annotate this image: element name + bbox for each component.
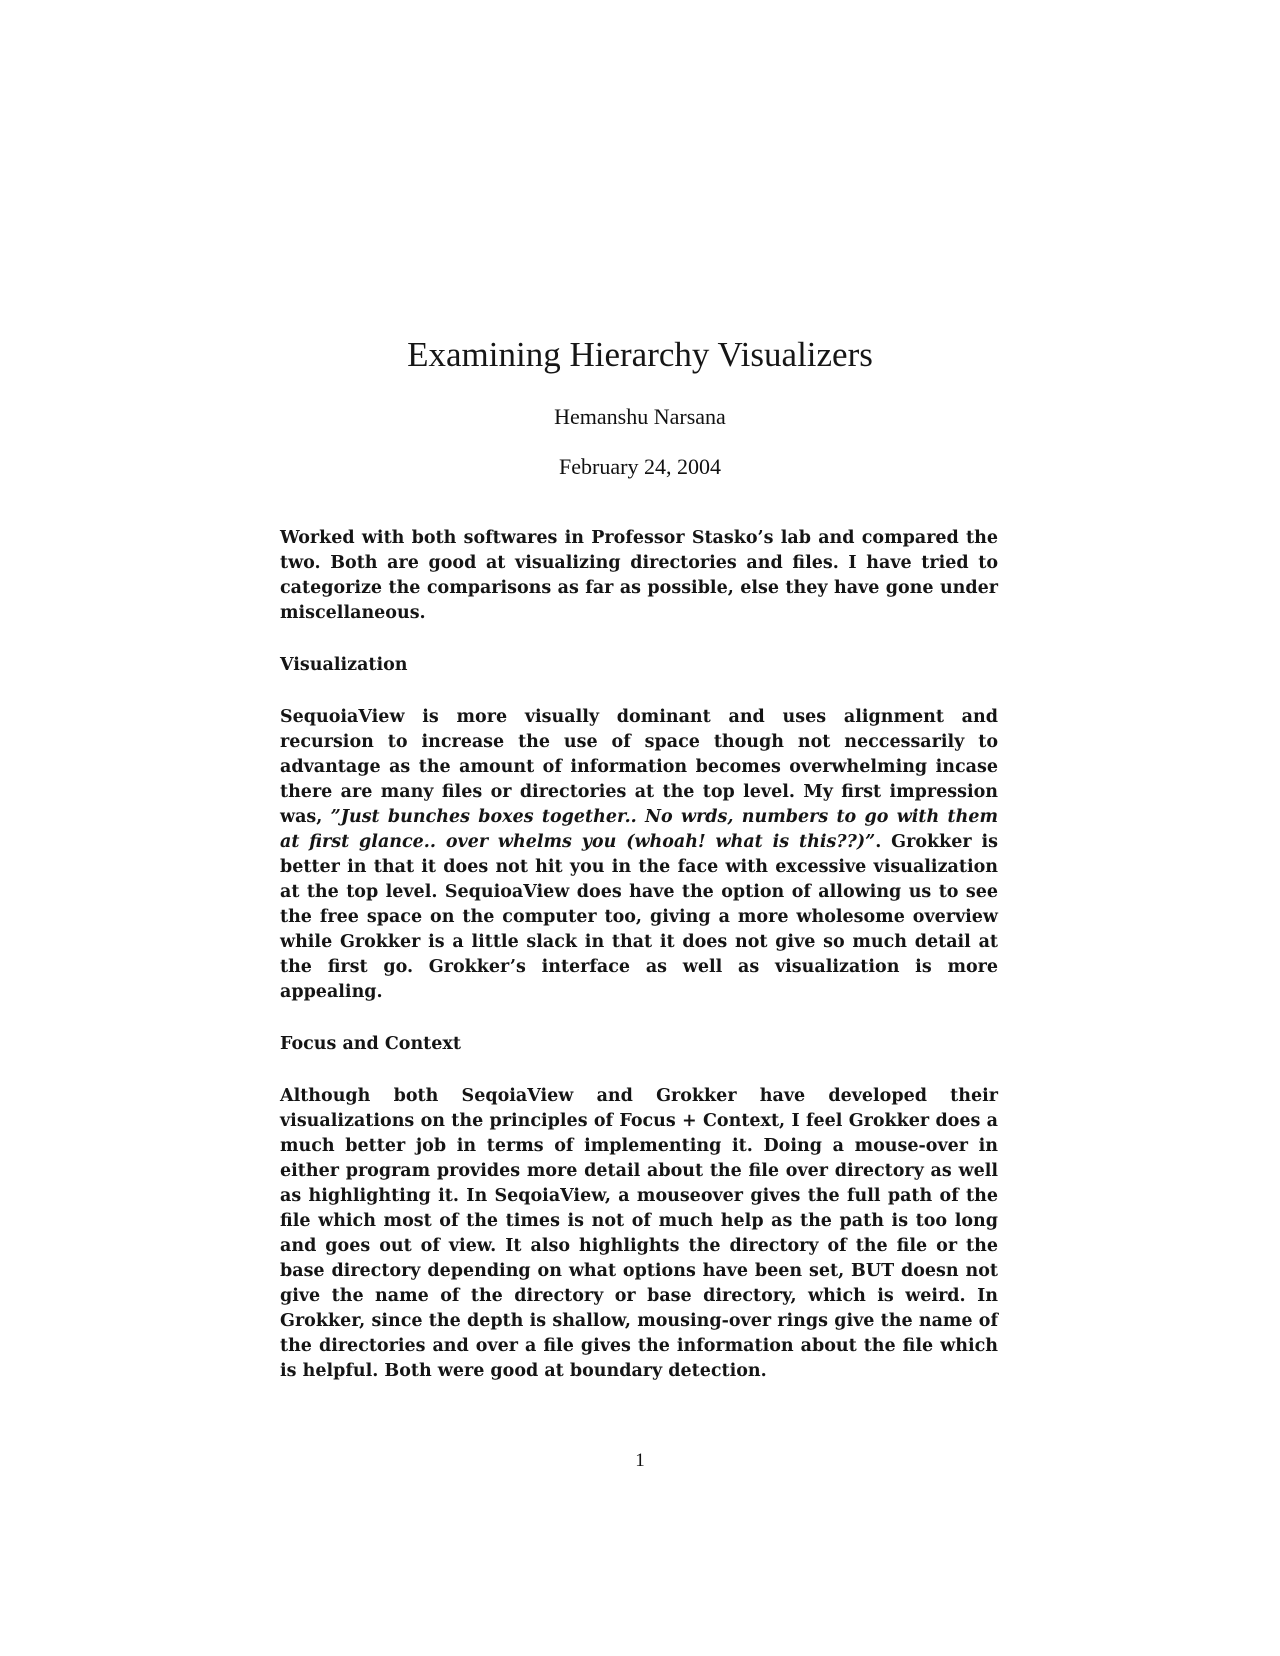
section-heading-visualization: Visualization [280, 655, 408, 675]
focus-context-paragraph: Although both SeqoiaView and Grokker have developed their visualizations on the principles of Focus + Context, I feel Grokker does a much better job in terms of implementing it. Doing a mouse-over in either program provides more detail about the file over directory as well as highlighting it. In SeqoiaView, a mouseover gives the full path of the file which most of the times is not of much help as the path is too long and goes out of view. It also highlights the directory of the file or the base directory depending on what options have been set, BUT doesn not give the name of the directory or base directory, which is weird. In Grokker, since the depth is shallow, mousing-over rings give the name of the directories and over a file gives the information about the file which is helpful. Both were good at boundary detection. [280, 1086, 998, 1381]
document-author: Hemanshu Narsana [554, 404, 726, 429]
section-heading-focus-context: Focus and Context [280, 1034, 461, 1054]
visualization-text-after: . Grokker is better in that it does not hit you in the face with excessive visualization at the top level. SequioaView does have the option of allowing us to see the free space on the computer too, giving a more wholesome overview while Grokker is a little slack in that it does not give so much detail at the first go. Grokker’s interface as well as visualization is more appealing. [280, 832, 998, 1002]
visualization-quote: ”Just bunches boxes together.. No wrds, numbers to go with them at first glance.. over whelms you (whoah! what is this??)” [280, 807, 998, 852]
document-date: February 24, 2004 [559, 454, 721, 479]
document-title: Examining Hierarchy Visualizers [407, 335, 873, 374]
visualization-paragraph [280, 705, 998, 1005]
document-body [280, 526, 998, 1384]
page-number: 1 [635, 1450, 645, 1471]
intro-paragraph: Worked with both softwares in Professor Stasko’s lab and compared the two. Both are good at visualizing directories and files. I have tried to categorize the comparisons as far as possible, else they have gone under miscellaneous. [280, 528, 998, 623]
visualization-text-before: SequoiaView is more visually dominant and uses alignment and recursion to increase the use of space though not neccessarily to advantage as the amount of information becomes overwhelming incase there are many files or directories at the top level. My first impression was, [280, 707, 998, 827]
